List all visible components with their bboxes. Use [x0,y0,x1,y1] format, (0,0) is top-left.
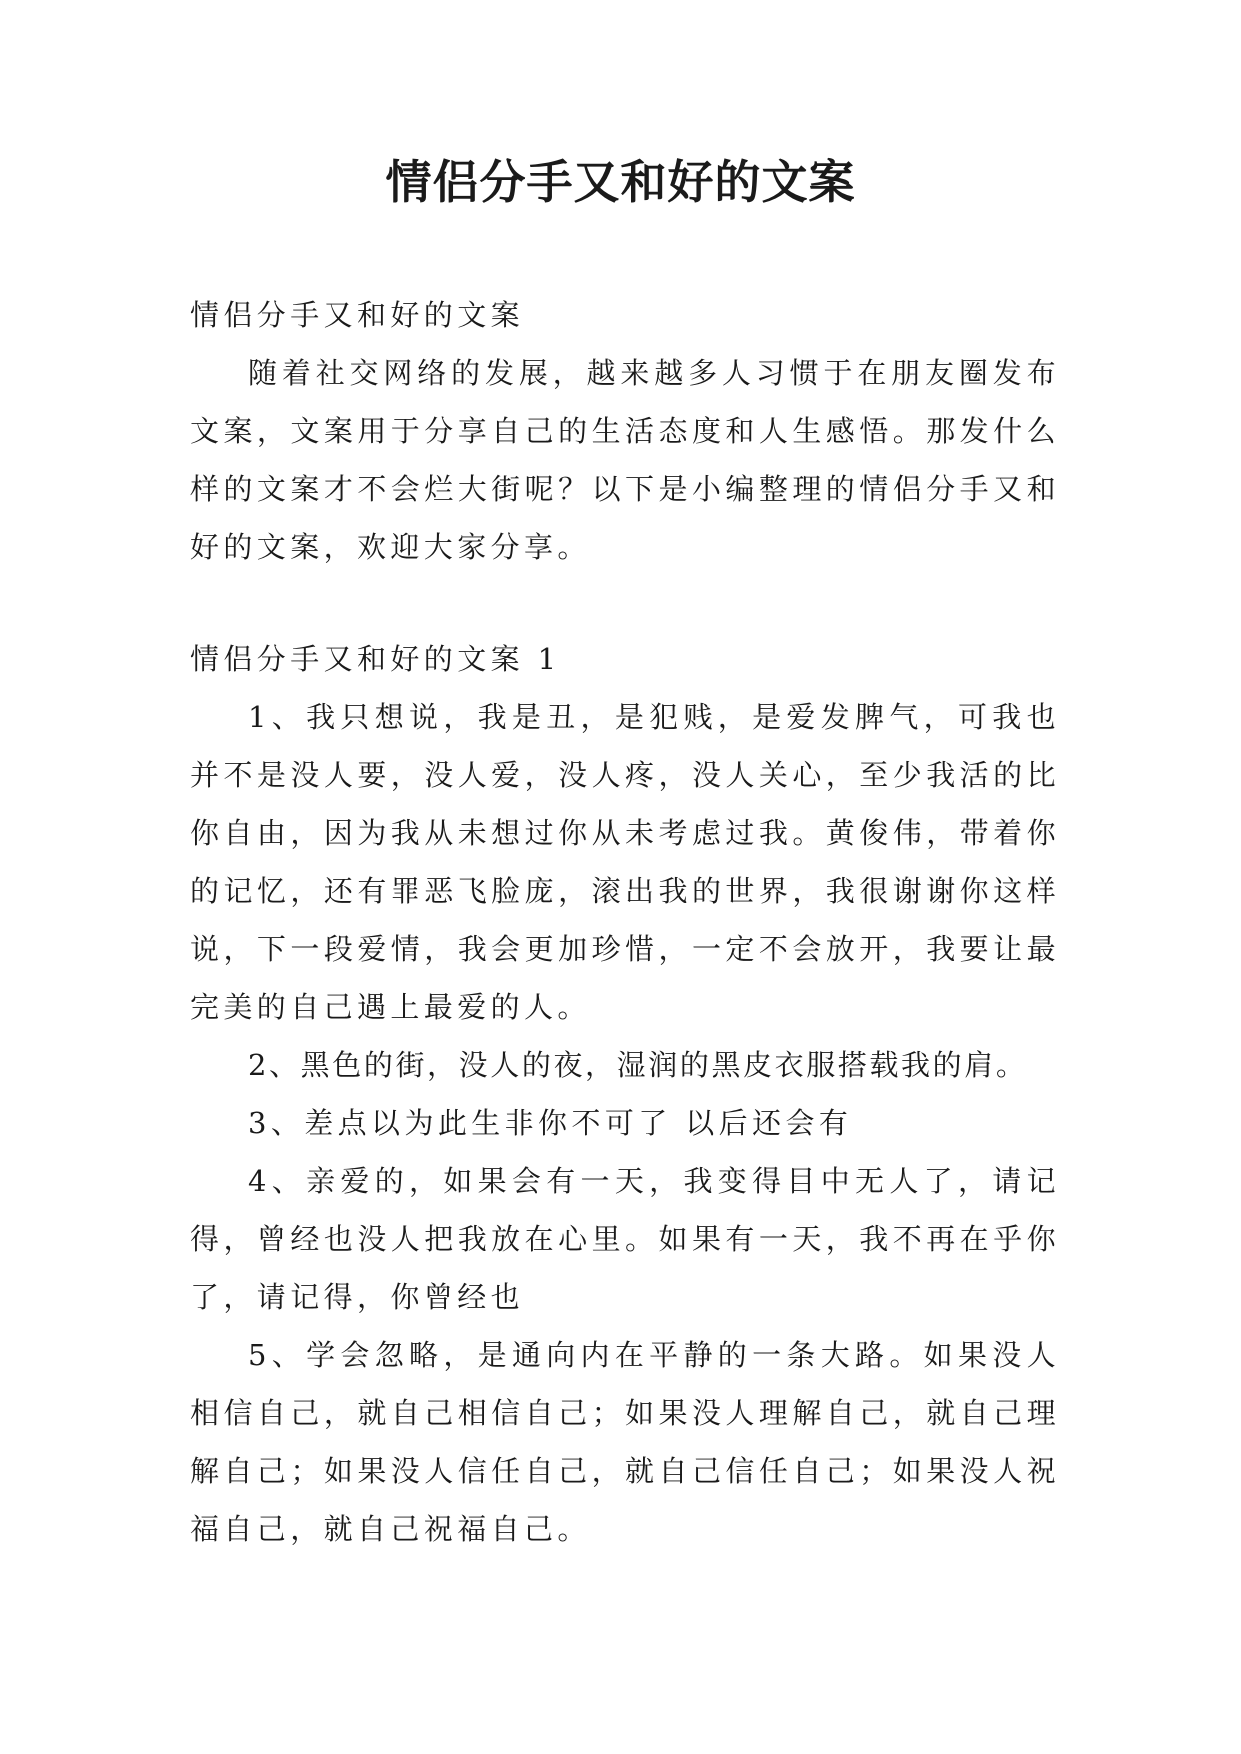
document-title: 情侣分手又和好的文案 [385,155,856,209]
list-item: 3、差点以为此生非你不可了 以后还会有 [248,1106,853,1140]
intro-paragraph: 随着社交网络的发展，越来越多人习惯于在朋友圈发布文案，文案用于分享自己的生活态度和人生感悟。那发什么样的文案才不会烂大街呢？以下是小编整理的情侣分手又和好的文案，欢迎大家分享。 [190,356,1060,564]
section-1-heading: 情侣分手又和好的文案 1 [190,642,561,676]
intro-heading: 情侣分手又和好的文案 [190,298,525,332]
intro-section [190,286,1060,576]
list-item: 5、学会忽略，是通向内在平静的一条大路。如果没人相信自己，就自己相信自己；如果没人理解自己，就自己理解自己；如果没人信任自己，就自己信任自己；如果没人祝福自己，就自己祝福自己。 [190,1338,1060,1546]
list-item: 1、我只想说，我是丑，是犯贱，是爱发脾气，可我也并不是没人要，没人爱，没人疼，没人关心，至少我活的比你自由，因为我从未想过你从未考虑过我。黄俊伟，带着你的记忆，还有罪恶飞脸庞，滚出我的世界，我很谢谢你这样说，下一段爱情，我会更加珍惜，一定不会放开，我要让最完美的自己遇上最爱的人。 [190,700,1060,1024]
section-1 [190,630,1060,1558]
list-item: 2、黑色的街，没人的夜，湿润的黑皮衣服搭载我的肩。 [248,1048,1028,1082]
list-item: 4、亲爱的，如果会有一天，我变得目中无人了，请记得，曾经也没人把我放在心里。如果有一天，我不再在乎你了，请记得，你曾经也 [190,1164,1060,1314]
